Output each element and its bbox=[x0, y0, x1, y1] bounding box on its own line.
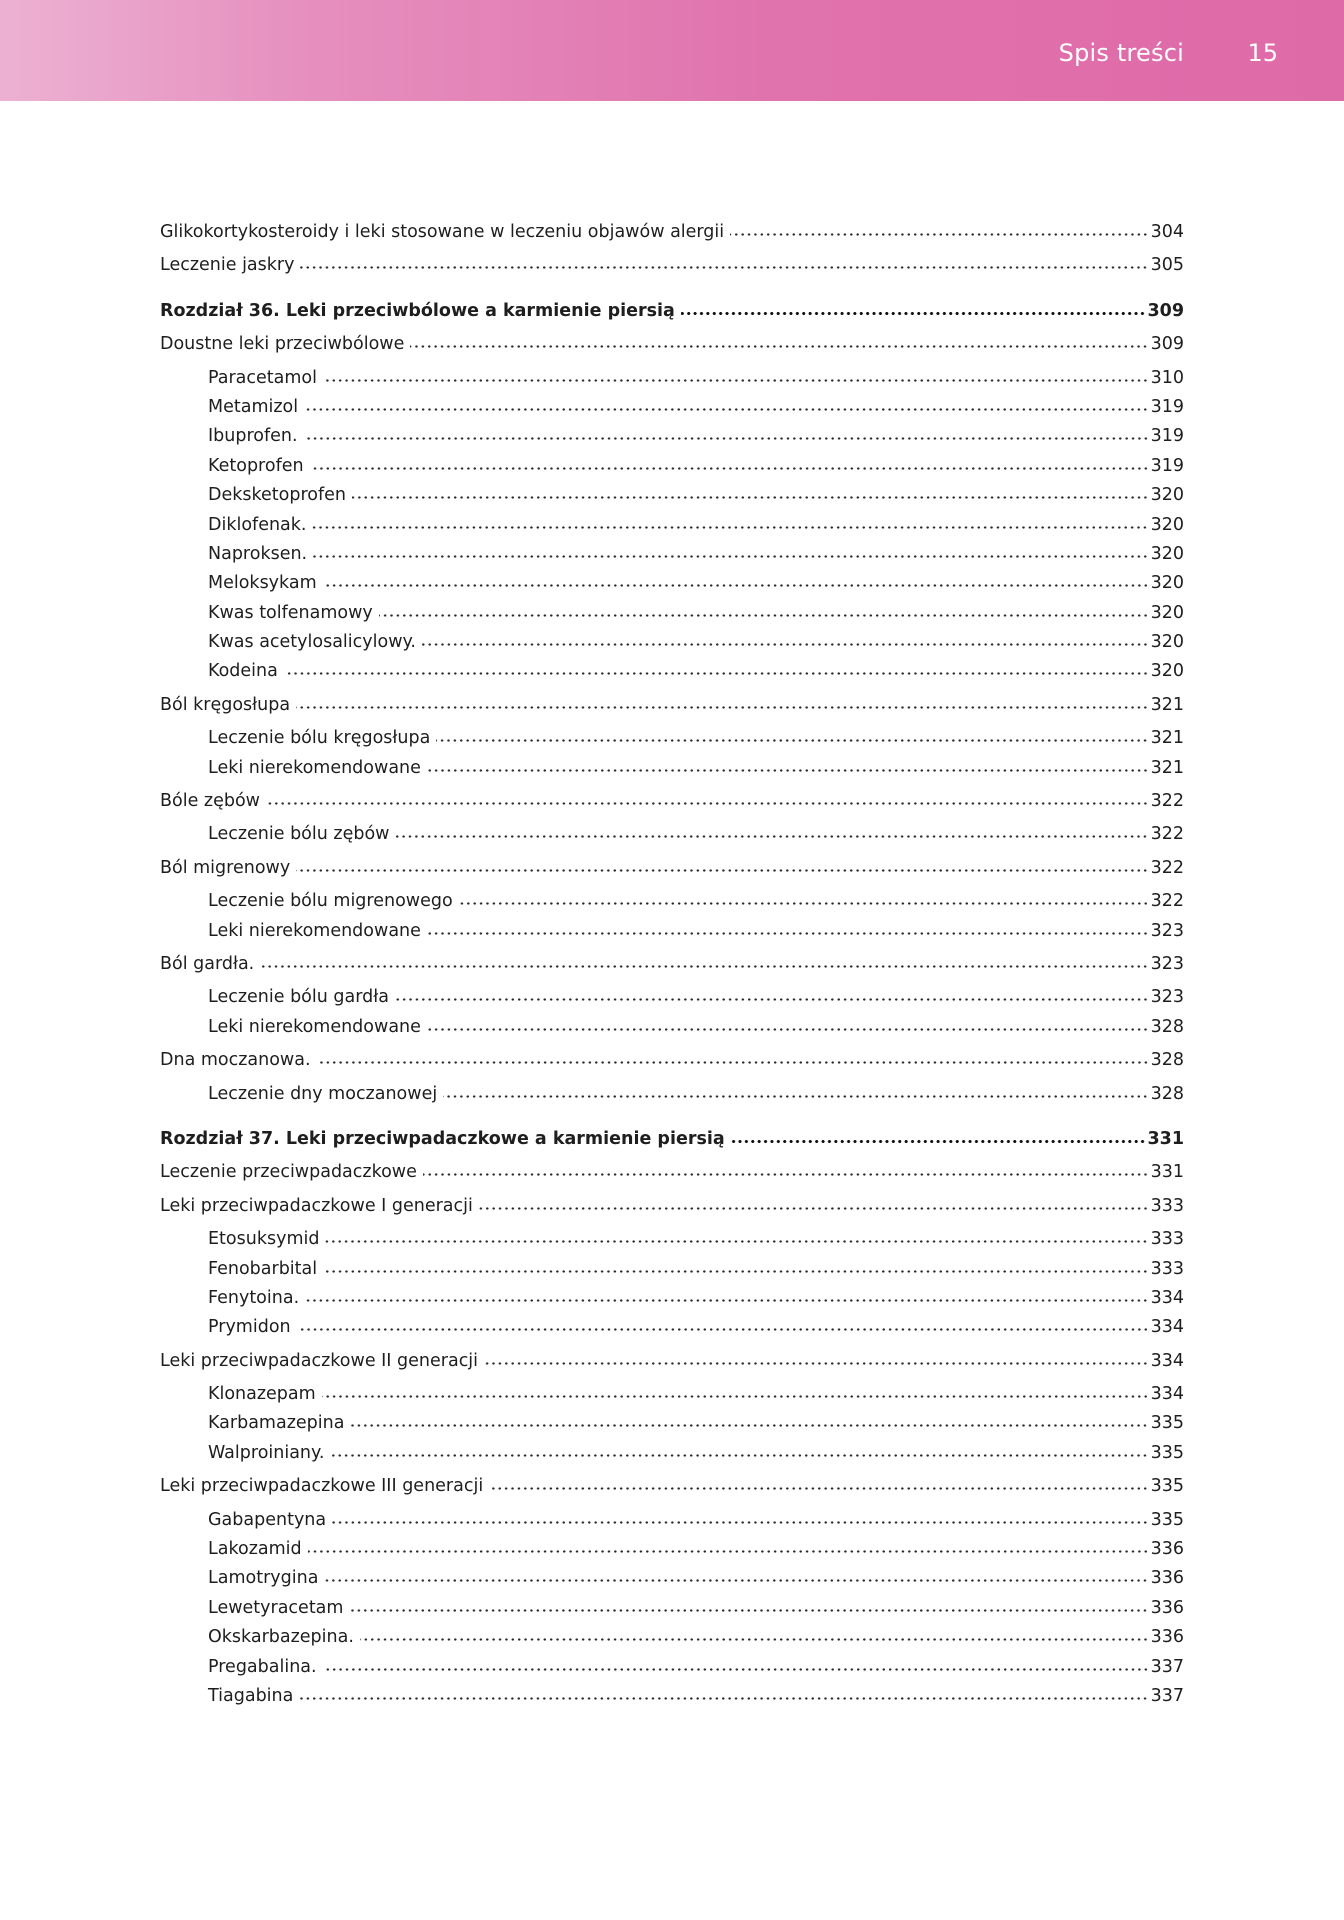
dot-leader bbox=[410, 344, 1148, 349]
toc-entry-title: Okskarbazepina. bbox=[208, 1627, 354, 1648]
toc-entry-page: 322 bbox=[1150, 791, 1184, 812]
toc-entry[interactable] bbox=[160, 628, 1184, 657]
dot-leader bbox=[317, 1060, 1149, 1065]
toc-entry-title: Kodeina bbox=[208, 661, 278, 682]
toc-entry-page: 328 bbox=[1150, 1050, 1184, 1071]
toc-entry[interactable] bbox=[160, 950, 1184, 979]
dot-leader bbox=[352, 495, 1149, 500]
toc-entry-title: Ibuprofen. bbox=[208, 426, 298, 447]
dot-leader bbox=[395, 997, 1149, 1002]
dot-leader bbox=[266, 801, 1149, 806]
toc-entry[interactable] bbox=[160, 1682, 1184, 1711]
toc-entry-page: 334 bbox=[1150, 1287, 1184, 1308]
toc-entry-title: Metamizol bbox=[208, 396, 299, 417]
toc-entry[interactable] bbox=[160, 1623, 1184, 1652]
dot-leader bbox=[323, 378, 1149, 383]
toc-entry[interactable] bbox=[160, 657, 1184, 686]
toc-entry-title: Fenobarbital bbox=[208, 1258, 318, 1279]
toc-entry-page: 333 bbox=[1150, 1229, 1184, 1250]
toc-entry-page: 319 bbox=[1150, 426, 1184, 447]
toc-entry[interactable] bbox=[160, 1472, 1184, 1501]
toc-entry-page: 333 bbox=[1150, 1258, 1184, 1279]
toc-entry-page: 320 bbox=[1150, 602, 1184, 623]
toc-entry-title: Leki nierekomendowane bbox=[208, 920, 421, 941]
dot-leader bbox=[325, 1239, 1148, 1244]
toc-entry-title: Ból migrenowy bbox=[160, 857, 291, 878]
toc-entry-title: Kwas acetylosalicylowy. bbox=[208, 632, 416, 653]
toc-entry-title: Rozdział 37. Leki przeciwpadaczkowe a karmienie piersią bbox=[160, 1128, 725, 1149]
toc-entry[interactable] bbox=[160, 251, 1184, 280]
toc-entry-page: 336 bbox=[1150, 1539, 1184, 1560]
dot-leader bbox=[304, 436, 1149, 441]
toc-entry[interactable] bbox=[160, 820, 1184, 849]
toc-entry[interactable] bbox=[160, 540, 1184, 569]
toc-entry[interactable] bbox=[160, 1158, 1184, 1187]
toc-entry-page: 323 bbox=[1150, 953, 1184, 974]
toc-entry-page: 320 bbox=[1150, 632, 1184, 653]
toc-entry-page: 322 bbox=[1150, 824, 1184, 845]
dot-leader bbox=[284, 671, 1149, 676]
toc-entry-page: 335 bbox=[1150, 1442, 1184, 1463]
toc-entry[interactable] bbox=[160, 917, 1184, 946]
toc-entry-title: Glikokortykosteroidy i leki stosowane w leczeniu objawów alergii bbox=[160, 222, 725, 242]
dot-leader bbox=[427, 931, 1149, 936]
toc-entry-title: Leki przeciwpadaczkowe II generacji bbox=[160, 1350, 479, 1371]
toc-entry[interactable] bbox=[160, 481, 1184, 510]
dot-leader bbox=[304, 407, 1148, 412]
toc-entry-title: Leki nierekomendowane bbox=[208, 757, 421, 778]
toc-entry-page: 334 bbox=[1150, 1384, 1184, 1405]
toc-entry[interactable] bbox=[160, 1409, 1184, 1438]
toc-entry-page: 319 bbox=[1150, 455, 1184, 476]
toc-entry[interactable] bbox=[160, 330, 1184, 359]
toc-entry-page: 304 bbox=[1150, 222, 1184, 242]
toc-entry-title: Naproksen. bbox=[208, 543, 308, 564]
toc-entry-title: Gabapentyna bbox=[208, 1509, 327, 1530]
toc-entry[interactable] bbox=[160, 1013, 1184, 1042]
toc-entry[interactable] bbox=[160, 1192, 1184, 1221]
section-title: Spis treści bbox=[1058, 39, 1184, 67]
toc-entry[interactable] bbox=[160, 1284, 1184, 1313]
toc-entry-page: 336 bbox=[1150, 1627, 1184, 1648]
dot-leader bbox=[681, 311, 1146, 316]
toc-entry-page: 331 bbox=[1147, 1128, 1184, 1149]
toc-entry-title: Leczenie bólu kręgosłupa bbox=[208, 728, 431, 749]
toc-entry-title: Paracetamol bbox=[208, 367, 317, 388]
toc-entry-page: 335 bbox=[1150, 1413, 1184, 1434]
toc-entry[interactable] bbox=[160, 887, 1184, 916]
toc-chapter-heading[interactable] bbox=[160, 1125, 1184, 1154]
dot-leader bbox=[436, 738, 1148, 743]
toc-entry[interactable] bbox=[160, 724, 1184, 753]
toc-entry-page: 323 bbox=[1150, 987, 1184, 1008]
toc-entry-page: 321 bbox=[1150, 694, 1184, 715]
toc-entry-title: Leczenie bólu migrenowego bbox=[208, 891, 453, 912]
toc-entry-title: Rozdział 36. Leki przeciwbólowe a karmienie piersią bbox=[160, 300, 675, 321]
toc-entry-page: 335 bbox=[1150, 1509, 1184, 1530]
toc-entry-page: 323 bbox=[1150, 920, 1184, 941]
toc-entry-title: Leki przeciwpadaczkowe I generacji bbox=[160, 1195, 473, 1216]
toc-entry-title: Lakozamid bbox=[208, 1539, 302, 1560]
toc-entry-page: 309 bbox=[1147, 300, 1184, 321]
dot-leader bbox=[332, 1520, 1148, 1525]
dot-leader bbox=[296, 868, 1148, 873]
toc-entry[interactable] bbox=[160, 218, 1184, 247]
dot-leader bbox=[443, 1094, 1148, 1099]
toc-entry-page: 309 bbox=[1150, 334, 1184, 355]
toc-entry-title: Dna moczanowa. bbox=[160, 1050, 311, 1071]
dot-leader bbox=[422, 642, 1149, 647]
toc-entry-title: Ketoprofen bbox=[208, 455, 304, 476]
toc-entry-page: 305 bbox=[1150, 255, 1184, 276]
toc-entry-title: Lamotrygina bbox=[208, 1568, 319, 1589]
toc-entry[interactable] bbox=[160, 1380, 1184, 1409]
toc-entry[interactable] bbox=[160, 1439, 1184, 1468]
toc-entry-title: Prymidon bbox=[208, 1317, 291, 1338]
dot-leader bbox=[395, 834, 1148, 839]
toc-entry-page: 328 bbox=[1150, 1083, 1184, 1104]
toc-entry-title: Diklofenak. bbox=[208, 514, 307, 535]
dot-leader bbox=[313, 554, 1148, 559]
dot-leader bbox=[296, 705, 1149, 710]
toc-entry-page: 328 bbox=[1150, 1016, 1184, 1037]
toc-entry-page: 321 bbox=[1150, 728, 1184, 749]
toc-entry-page: 336 bbox=[1150, 1597, 1184, 1618]
dot-leader bbox=[349, 1608, 1148, 1613]
toc-entry-page: 334 bbox=[1150, 1317, 1184, 1338]
dot-leader bbox=[323, 583, 1149, 588]
dot-leader bbox=[731, 1139, 1146, 1144]
dot-leader bbox=[484, 1361, 1149, 1366]
toc-entry-page: 334 bbox=[1150, 1350, 1184, 1371]
page-number: 15 bbox=[1247, 39, 1278, 67]
toc-entry-title: Kwas tolfenamowy bbox=[208, 602, 373, 623]
dot-leader bbox=[360, 1637, 1149, 1642]
toc-entry[interactable] bbox=[160, 1347, 1184, 1376]
toc-entry[interactable] bbox=[160, 691, 1184, 720]
toc-entry[interactable] bbox=[160, 1225, 1184, 1254]
dot-leader bbox=[423, 1172, 1149, 1177]
toc-entry[interactable] bbox=[160, 1594, 1184, 1623]
dot-leader bbox=[479, 1206, 1149, 1211]
dot-leader bbox=[299, 1696, 1148, 1701]
dot-leader bbox=[305, 1298, 1148, 1303]
dot-leader bbox=[260, 964, 1148, 969]
header-bar bbox=[0, 0, 1344, 101]
toc-entry-page: 320 bbox=[1150, 514, 1184, 535]
toc-entry-page: 335 bbox=[1150, 1476, 1184, 1497]
toc-entry[interactable] bbox=[160, 422, 1184, 451]
toc-entry-page: 337 bbox=[1150, 1656, 1184, 1677]
toc-entry-title: Leki nierekomendowane bbox=[208, 1016, 421, 1037]
toc-entry-title: Deksketoprofen bbox=[208, 485, 346, 506]
toc-entry[interactable] bbox=[160, 1506, 1184, 1535]
toc-entry[interactable] bbox=[160, 1046, 1184, 1075]
dot-leader bbox=[427, 1027, 1149, 1032]
toc-entry-title: Meloksykam bbox=[208, 573, 317, 594]
dot-leader bbox=[350, 1423, 1148, 1428]
toc-entry-title: Lewetyracetam bbox=[208, 1597, 344, 1618]
toc-entry-page: 320 bbox=[1150, 543, 1184, 564]
dot-leader bbox=[308, 1549, 1149, 1554]
toc-entry-page: 320 bbox=[1150, 573, 1184, 594]
toc-entry[interactable] bbox=[160, 452, 1184, 481]
toc-entry-page: 322 bbox=[1150, 857, 1184, 878]
toc-entry[interactable] bbox=[160, 1535, 1184, 1564]
dot-leader bbox=[730, 232, 1148, 237]
toc-entry[interactable] bbox=[160, 599, 1184, 628]
table-of-contents bbox=[160, 218, 1184, 1711]
toc-chapter-heading[interactable] bbox=[160, 297, 1184, 326]
toc-entry[interactable] bbox=[160, 983, 1184, 1012]
toc-entry[interactable] bbox=[160, 569, 1184, 598]
toc-entry-page: 321 bbox=[1150, 757, 1184, 778]
toc-entry-title: Leki przeciwpadaczkowe III generacji bbox=[160, 1476, 484, 1497]
toc-entry-title: Ból gardła. bbox=[160, 953, 255, 974]
toc-entry-title: Klonazepam bbox=[208, 1384, 316, 1405]
toc-entry[interactable] bbox=[160, 1564, 1184, 1593]
toc-entry[interactable] bbox=[160, 511, 1184, 540]
toc-entry[interactable] bbox=[160, 364, 1184, 393]
toc-entry[interactable] bbox=[160, 393, 1184, 422]
toc-entry-title: Fenytoina. bbox=[208, 1287, 300, 1308]
dot-leader bbox=[323, 1269, 1148, 1274]
toc-entry[interactable] bbox=[160, 1255, 1184, 1284]
toc-entry-page: 337 bbox=[1150, 1685, 1184, 1706]
toc-entry-title: Leczenie jaskry bbox=[160, 255, 295, 276]
toc-entry-page: 333 bbox=[1150, 1195, 1184, 1216]
dot-leader bbox=[322, 1394, 1149, 1399]
dot-leader bbox=[489, 1486, 1148, 1491]
dot-leader bbox=[312, 525, 1148, 530]
toc-entry-page: 319 bbox=[1150, 396, 1184, 417]
toc-entry-page: 336 bbox=[1150, 1568, 1184, 1589]
dot-leader bbox=[300, 265, 1148, 270]
dot-leader bbox=[427, 768, 1149, 773]
toc-entry-page: 310 bbox=[1150, 367, 1184, 388]
toc-entry-title: Walproiniany. bbox=[208, 1442, 325, 1463]
dot-leader bbox=[324, 1578, 1148, 1583]
toc-entry-title: Bóle zębów bbox=[160, 791, 260, 812]
toc-entry[interactable] bbox=[160, 787, 1184, 816]
toc-entry-title: Doustne leki przeciwbólowe bbox=[160, 334, 405, 355]
toc-entry-title: Pregabalina. bbox=[208, 1656, 317, 1677]
toc-entry-title: Leczenie dny moczanowej bbox=[208, 1083, 438, 1104]
toc-entry-page: 320 bbox=[1150, 485, 1184, 506]
dot-leader bbox=[379, 613, 1149, 618]
toc-entry-title: Leczenie bólu gardła bbox=[208, 987, 389, 1008]
dot-leader bbox=[323, 1667, 1149, 1672]
toc-entry-title: Leczenie bólu zębów bbox=[208, 824, 390, 845]
toc-entry[interactable] bbox=[160, 1313, 1184, 1342]
dot-leader bbox=[459, 901, 1149, 906]
toc-entry-title: Etosuksymid bbox=[208, 1229, 320, 1250]
dot-leader bbox=[310, 466, 1149, 471]
toc-entry-page: 331 bbox=[1150, 1162, 1184, 1183]
dot-leader bbox=[297, 1327, 1149, 1332]
toc-entry-title: Karbamazepina bbox=[208, 1413, 345, 1434]
toc-entry[interactable] bbox=[160, 1080, 1184, 1109]
toc-entry-page: 320 bbox=[1150, 661, 1184, 682]
toc-entry-title: Ból kręgosłupa bbox=[160, 694, 291, 715]
toc-entry[interactable] bbox=[160, 1653, 1184, 1682]
toc-entry-page: 322 bbox=[1150, 891, 1184, 912]
toc-entry-title: Leczenie przeciwpadaczkowe bbox=[160, 1162, 417, 1183]
toc-entry[interactable] bbox=[160, 754, 1184, 783]
toc-entry-title: Tiagabina bbox=[208, 1685, 294, 1706]
toc-entry[interactable] bbox=[160, 854, 1184, 883]
dot-leader bbox=[330, 1453, 1148, 1458]
